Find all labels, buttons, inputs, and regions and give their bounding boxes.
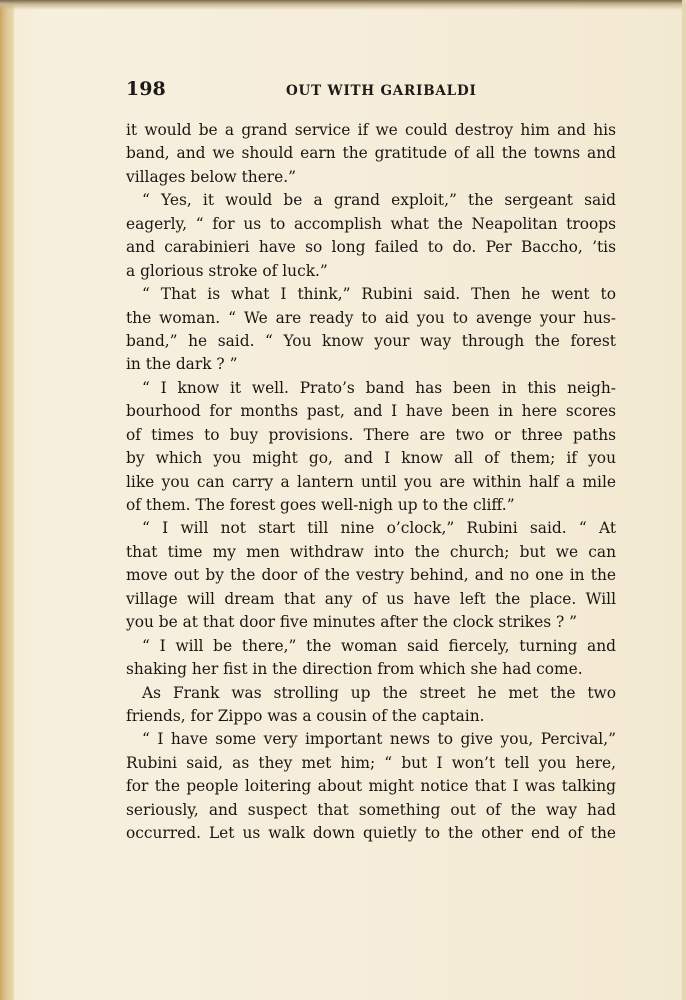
text-line: “ I know it well. Prato’s band has been in this neigh- [142, 378, 616, 397]
text-line: of times to buy provisions. There are two or three paths [126, 425, 616, 444]
text-line: for the people loitering about might notice that I was talking [126, 777, 616, 796]
text-line: like you can carry a lantern until you are within half a mile [126, 472, 616, 491]
text-line: “ That is what I think,” Rubini said. Then he went to [142, 285, 616, 304]
text-line: shaking her fist in the direction from which she had come. [126, 660, 583, 679]
text-line: villages below there.” [126, 167, 297, 186]
page-header [126, 78, 616, 102]
text-line: “ I will not start till nine o’clock,” Rubini said. “ At [142, 519, 616, 538]
page-number: 198 [126, 78, 166, 100]
text-line: As Frank was strolling up the street he met the two [142, 683, 616, 702]
text-line: village will dream that any of us have left the place. Will [126, 589, 616, 608]
text-line: occurred. Let us walk down quietly to the other end of the [126, 824, 616, 843]
text-line: move out by the door of the vestry behind, and no one in the [126, 566, 616, 585]
text-line: friends, for Zippo was a cousin of the captain. [126, 706, 485, 725]
text-line: eagerly, “ for us to accomplish what the Neapolitan troops [126, 214, 616, 233]
text-line: that time my men withdraw into the church; but we can [126, 542, 616, 561]
page-right-edge [682, 0, 686, 1000]
text-line: a glorious stroke of luck.” [126, 261, 328, 280]
text-line: of them. The forest goes well-nigh up to the cliff.” [126, 496, 515, 514]
text-line: the woman. “ We are ready to aid you to avenge your hus- [126, 308, 616, 327]
text-line: “ I will be there,” the woman said fiercely, turning and [142, 636, 616, 655]
page-spine-edge [0, 0, 14, 1000]
text-line: band,” he said. “ You know your way through the forest [126, 331, 616, 350]
text-line: Rubini said, as they met him; “ but I won’t tell you here, [126, 753, 616, 772]
text-line: in the dark ? ” [126, 355, 238, 374]
text-line: it would be a grand service if we could destroy him and his [126, 121, 616, 139]
text-line: you be at that door five minutes after the clock strikes ? ” [126, 613, 577, 632]
text-line: by which you might go, and I know all of them; if you [126, 449, 616, 468]
text-line: and carabinieri have so long failed to do. Per Baccho, ’tis [126, 238, 616, 257]
text-line: bourhood for months past, and I have been in here scores [126, 402, 616, 421]
body-text [126, 119, 616, 846]
text-line: seriously, and suspect that something out of the way had [126, 800, 616, 819]
text-line: “ I have some very important news to give you, Percival,” [142, 730, 616, 749]
text-line: “ Yes, it would be a grand exploit,” the sergeant said [142, 191, 616, 210]
running-title: OUT WITH GARIBALDI [286, 83, 477, 99]
page-top-shadow [0, 0, 686, 10]
text-line: band, and we should earn the gratitude of all the towns and [126, 144, 616, 163]
